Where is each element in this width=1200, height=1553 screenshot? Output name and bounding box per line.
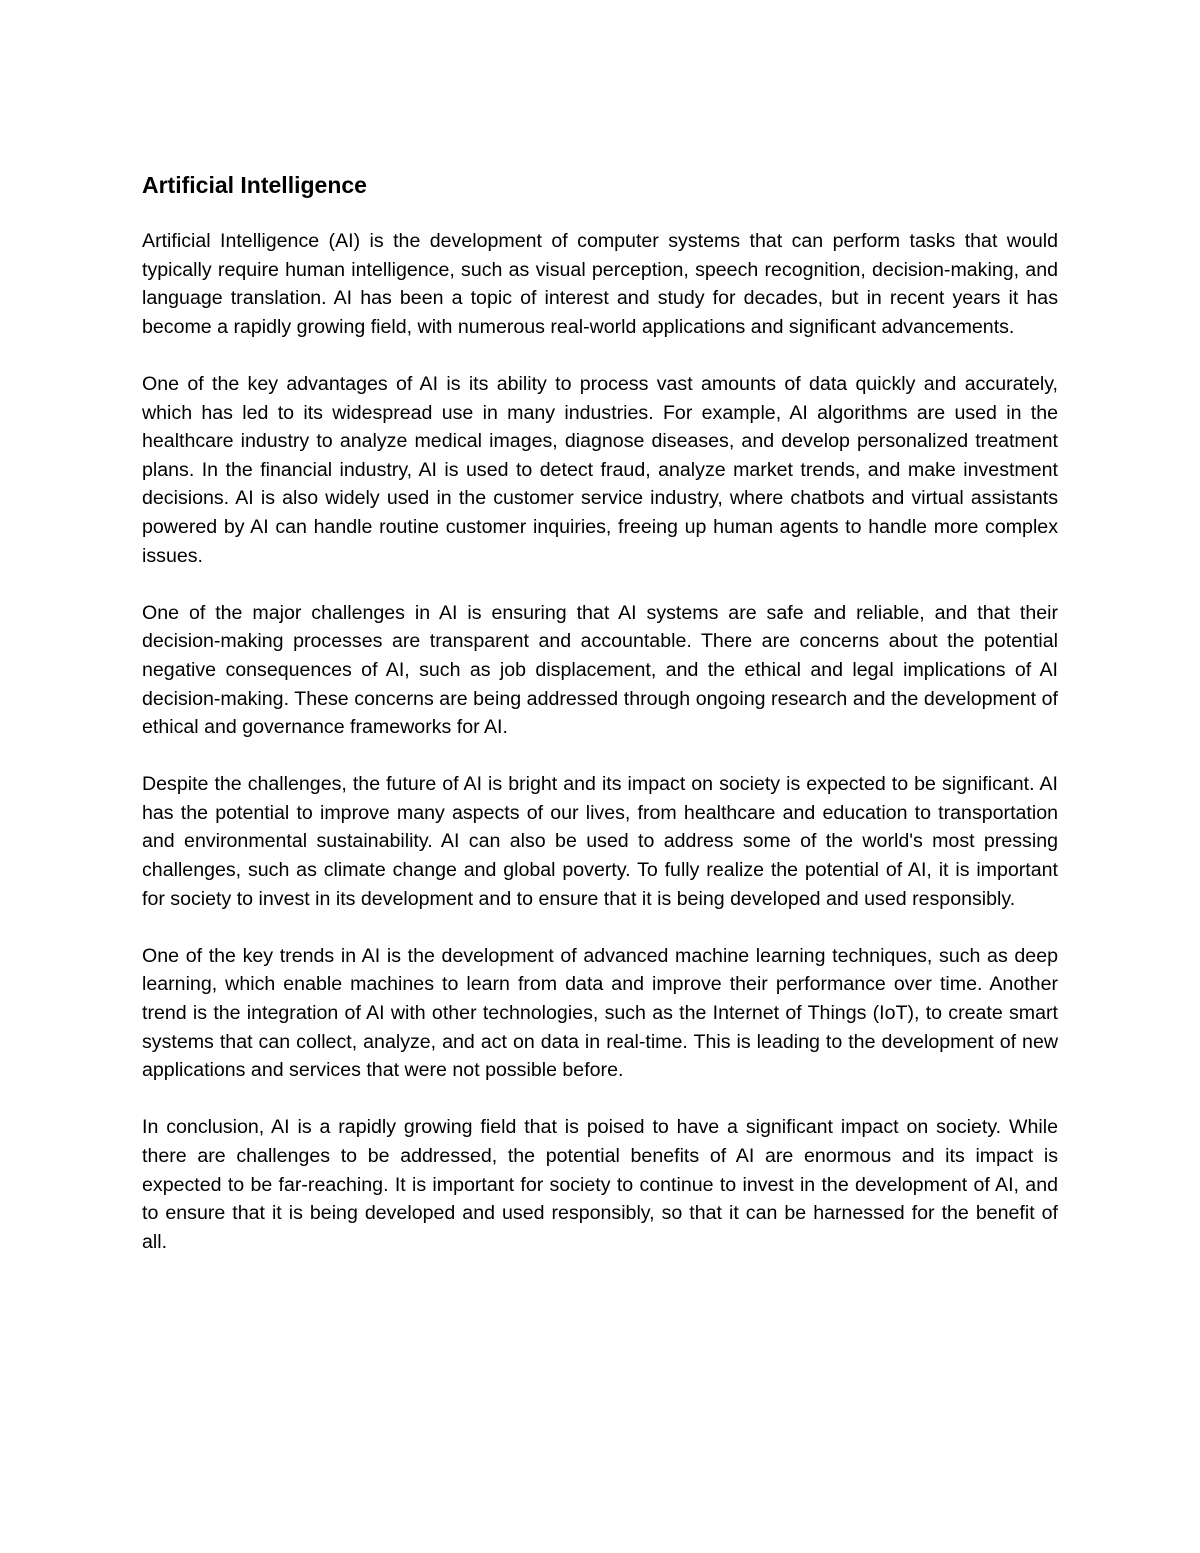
paragraph-trends: One of the key trends in AI is the development of advanced machine learning techniques, such as deep learning, which enable machines to learn from data and improve their performance over time. Another trend is the integration of AI with other technologies, such as the Internet of Things (IoT), to create smart systems that can collect, analyze, and act on data in real-time. This is leading to the development of new applications and services that were not possible before.: [142, 944, 1058, 1082]
paragraph-future: Despite the challenges, the future of AI is bright and its impact on society is expected to be significant. AI has the potential to improve many aspects of our lives, from healthcare and education to transportation and environmental sustainability. AI can also be used to address some of the world's most pressing challenges, such as climate change and global poverty. To fully realize the potential of AI, it is important for society to invest in its development and to ensure that it is being developed and used responsibly.: [142, 773, 1058, 910]
paragraph-introduction: Artificial Intelligence (AI) is the development of computer systems that can perform tasks that would typically require human intelligence, such as visual perception, speech recognition, decision-making, and language translation. AI has been a topic of interest and study for decades, but in recent years it has become a rapidly growing field, with numerous real-world applications and significant advancements.: [142, 230, 1058, 338]
document-body: [142, 170, 1058, 1285]
paragraph-conclusion: In conclusion, AI is a rapidly growing field that is poised to have a significant impact on society. While there are challenges to be addressed, the potential benefits of AI are enormous and its impact is expected to be far-reaching. It is important for society to continue to invest in the development of AI, and to ensure that it is being developed and used responsibly, so that it can be harnessed for the benefit of all.: [142, 1116, 1058, 1253]
document-title: Artificial Intelligence: [142, 172, 367, 198]
paragraph-advantages: One of the key advantages of AI is its ability to process vast amounts of data quickly and accurately, which has led to its widespread use in many industries. For example, AI algorithms are used in the healthcare industry to analyze medical images, diagnose diseases, and develop personalized treatment plans. In the financial industry, AI is used to detect fraud, analyze market trends, and make investment decisions. AI is also widely used in the customer service industry, where chatbots and virtual assistants powered by AI can handle routine customer inquiries, freeing up human agents to handle more complex issues.: [142, 372, 1058, 567]
paragraph-challenges: One of the major challenges in AI is ensuring that AI systems are safe and reliable, and that their decision-making processes are transparent and accountable. There are concerns about the potential negative consequences of AI, such as job displacement, and the ethical and legal implications of AI decision-making. These concerns are being addressed through ongoing research and the development of ethical and governance frameworks for AI.: [142, 601, 1058, 739]
